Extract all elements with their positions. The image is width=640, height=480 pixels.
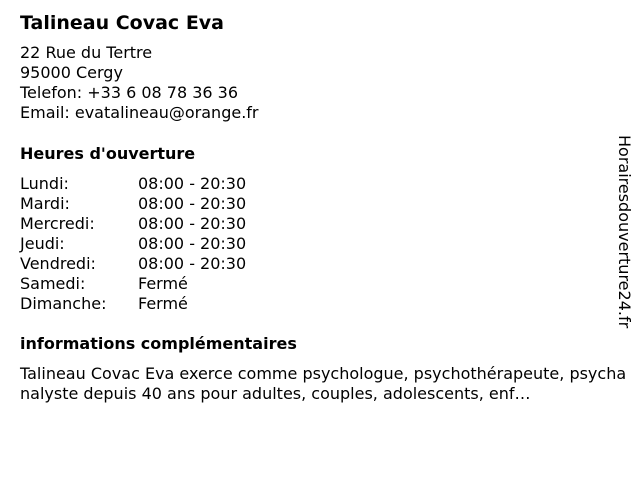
- hours-row-monday: [20, 174, 246, 194]
- time-value: 08:00 - 20:30: [138, 214, 247, 233]
- hours-row-wednesday: [20, 214, 246, 234]
- description-text: Talineau Covac Eva exerce comme psychologue, psychothérapeute, psychanalyste depuis 40 ans pour adultes, couples, adolescents, enf…: [20, 364, 627, 403]
- day-label: Dimanche:: [20, 294, 107, 313]
- day-label: Lundi:: [20, 174, 69, 193]
- hours-row-thursday: [20, 234, 246, 254]
- hours-row-tuesday: [20, 194, 246, 214]
- opening-hours-table: [20, 174, 246, 314]
- info-heading: informations complémentaires: [20, 334, 297, 353]
- day-label: Vendredi:: [20, 254, 96, 273]
- site-watermark: Horairesdouverture24.fr: [615, 135, 634, 329]
- time-value: 08:00 - 20:30: [138, 194, 247, 213]
- street-address: 22 Rue du Tertre: [20, 43, 153, 62]
- time-value: 08:00 - 20:30: [138, 254, 247, 273]
- hours-heading: Heures d'ouverture: [20, 144, 196, 163]
- address-block: [20, 43, 259, 123]
- day-label: Samedi:: [20, 274, 86, 293]
- email-address: Email: evatalineau@orange.fr: [20, 103, 259, 122]
- time-value: 08:00 - 20:30: [138, 174, 247, 193]
- day-label: Jeudi:: [20, 234, 65, 253]
- business-name: Talineau Covac Eva: [20, 12, 224, 34]
- city-postal: 95000 Cergy: [20, 63, 123, 82]
- hours-row-friday: [20, 254, 246, 274]
- time-value: Fermé: [138, 274, 188, 293]
- time-value: Fermé: [138, 294, 188, 313]
- time-value: 08:00 - 20:30: [138, 234, 247, 253]
- phone-number: Telefon: +33 6 08 78 36 36: [20, 83, 239, 102]
- day-label: Mercredi:: [20, 214, 95, 233]
- day-label: Mardi:: [20, 194, 70, 213]
- hours-row-saturday: [20, 274, 246, 294]
- hours-row-sunday: [20, 294, 246, 314]
